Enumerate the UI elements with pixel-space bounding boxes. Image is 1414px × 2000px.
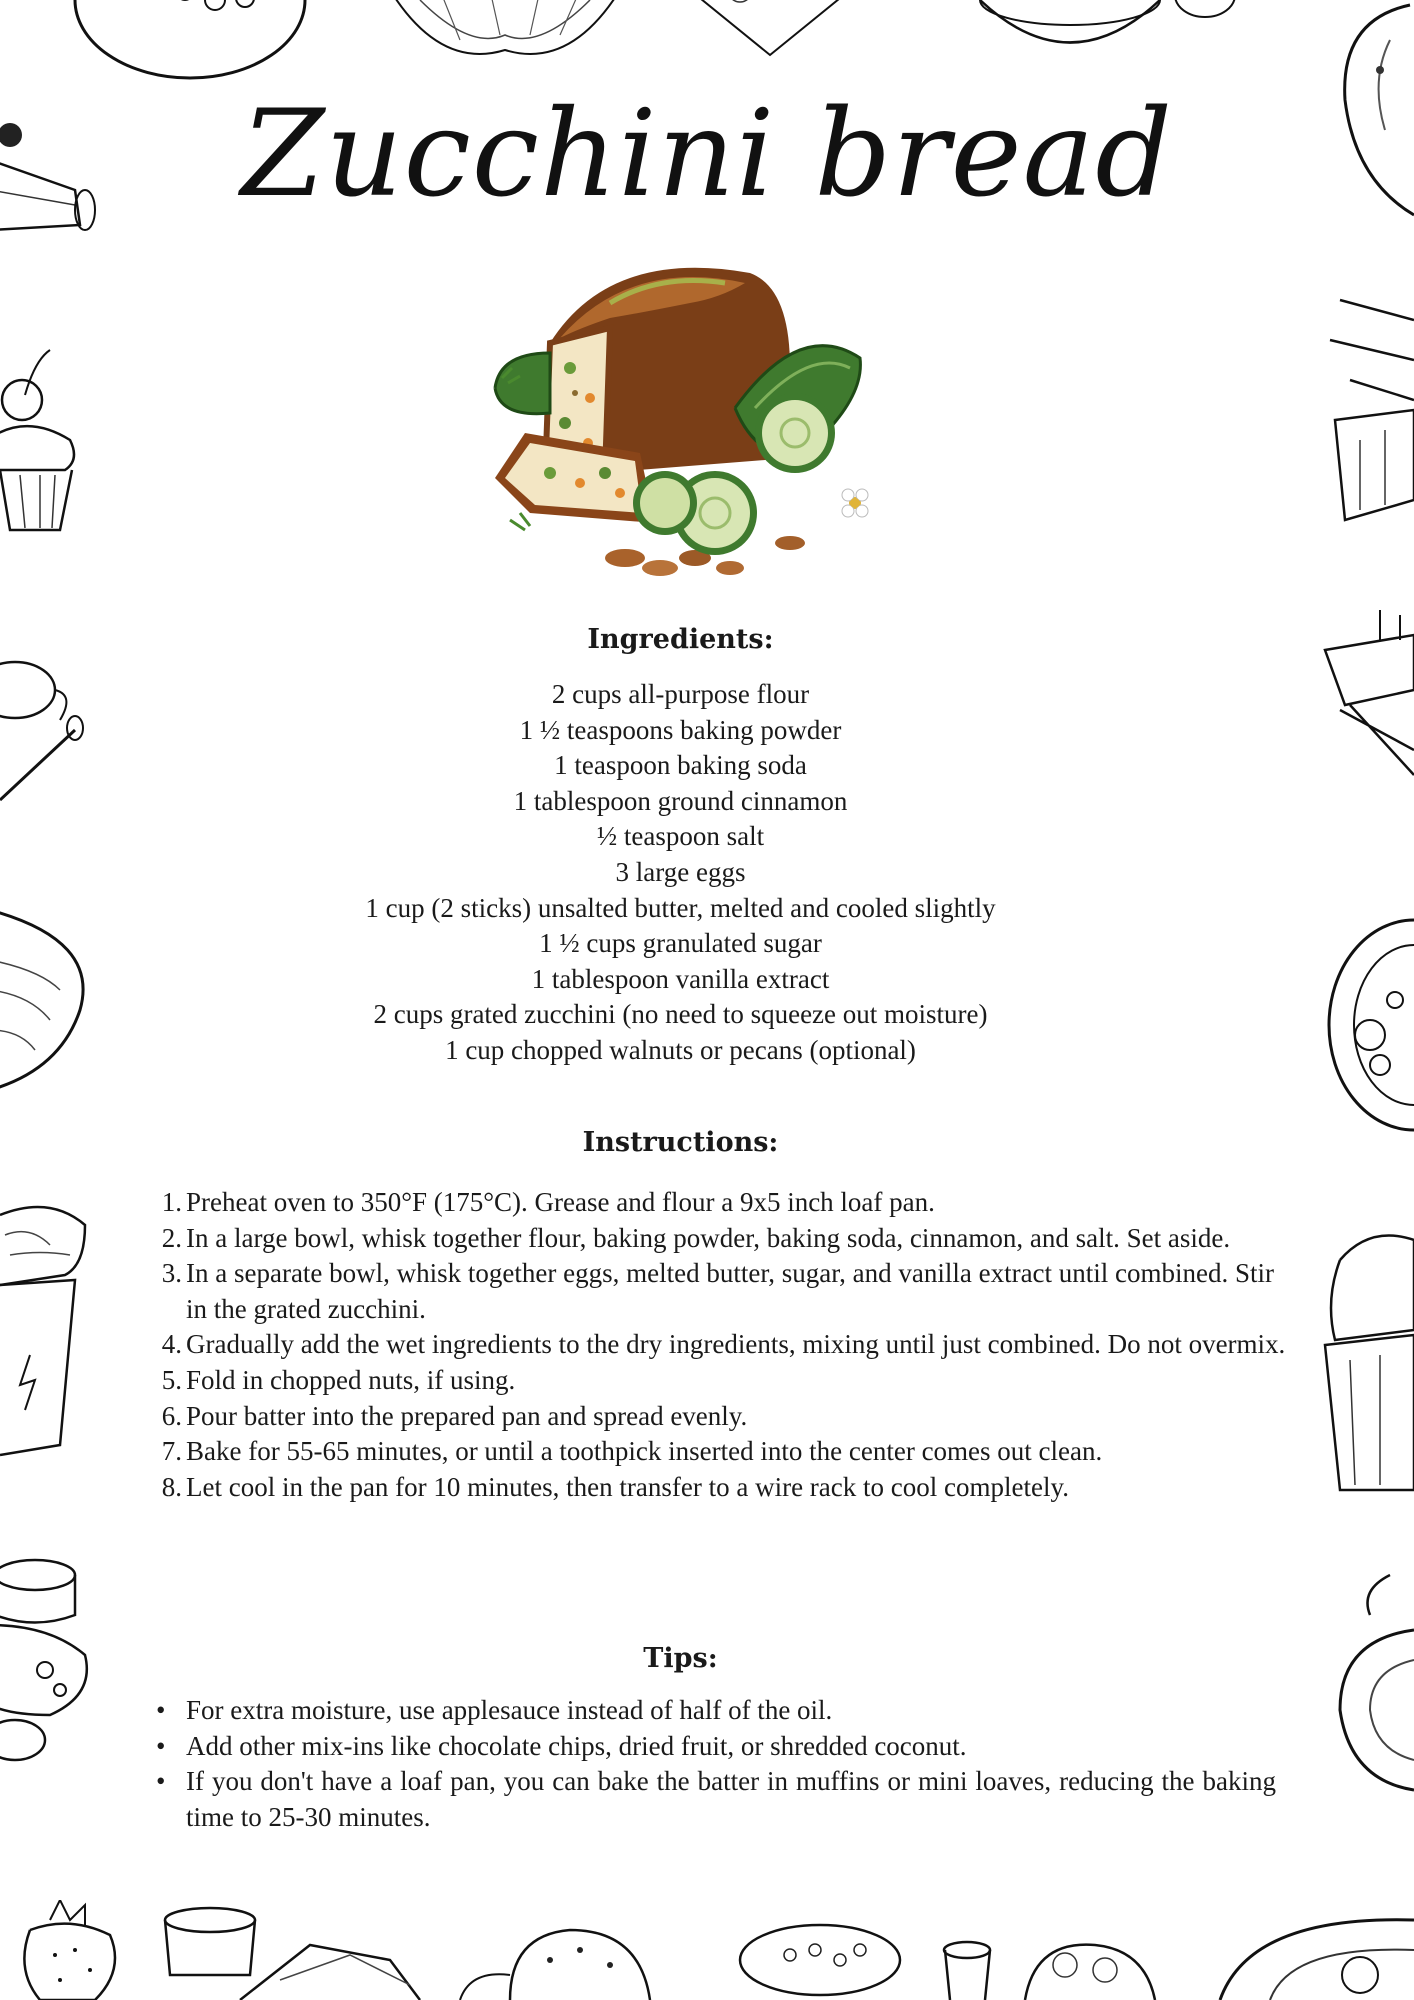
tips-list bbox=[156, 1693, 1276, 1835]
step-number: 5. bbox=[161, 1364, 182, 1395]
instruction-step bbox=[161, 1470, 1286, 1506]
instruction-step bbox=[161, 1327, 1286, 1363]
ingredient-item: ½ teaspoon salt bbox=[596, 821, 765, 852]
ingredient-item: 3 large eggs bbox=[615, 856, 746, 887]
ingredient-item: 1 cup (2 sticks) unsalted butter, melted and cooled slightly bbox=[365, 892, 996, 923]
cupcake-sketch-icon bbox=[0, 340, 90, 540]
strawberry-sketch-icon bbox=[0, 1900, 140, 2000]
step-number: 7. bbox=[161, 1436, 182, 1467]
step-number: 8. bbox=[161, 1471, 182, 1502]
bowl-sketch-icon bbox=[970, 0, 1240, 80]
step-text: In a large bowl, whisk together flour, baking powder, baking soda, cinnamon, and salt. Set aside. bbox=[186, 1222, 1231, 1253]
plate-sketch-icon bbox=[65, 0, 315, 90]
instruction-step bbox=[161, 1221, 1286, 1257]
bullet-icon: • bbox=[156, 1730, 166, 1761]
ingredient-item: 1 ½ teaspoons baking powder bbox=[519, 714, 842, 745]
step-text: In a separate bowl, whisk together eggs, melted butter, sugar, and vanilla extract until combined. Stir in the grated zucchini. bbox=[186, 1258, 1275, 1324]
instruction-step bbox=[161, 1363, 1286, 1399]
ingredient-item: 1 tablespoon ground cinnamon bbox=[513, 785, 848, 816]
ingredient-item: 1 tablespoon vanilla extract bbox=[531, 963, 830, 994]
step-text: Pour batter into the prepared pan and spread evenly. bbox=[186, 1400, 748, 1431]
instructions-heading: Instructions: bbox=[582, 1127, 779, 1158]
ingredient-item: 1 ½ cups granulated sugar bbox=[539, 928, 822, 959]
instruction-step bbox=[161, 1399, 1286, 1435]
cup-dessert-sketch-icon bbox=[1320, 1230, 1414, 1500]
bullet-icon: • bbox=[156, 1766, 166, 1797]
step-number: 2. bbox=[161, 1222, 182, 1253]
sandwich-sketch-icon bbox=[160, 1905, 430, 2000]
tip-item bbox=[156, 1729, 1276, 1765]
instruction-step bbox=[161, 1185, 1286, 1221]
step-text: Fold in chopped nuts, if using. bbox=[186, 1364, 516, 1395]
pie-sketch-icon bbox=[1330, 1570, 1414, 1800]
tip-item bbox=[156, 1693, 1276, 1729]
tip-text: Add other mix-ins like chocolate chips, dried fruit, or shredded coconut. bbox=[186, 1730, 967, 1761]
page-title: Zucchini bread bbox=[240, 85, 1174, 224]
bean-bowl-sketch-icon bbox=[720, 1915, 920, 2000]
tips-heading: Tips: bbox=[643, 1643, 718, 1674]
lettuce-sketch-icon bbox=[380, 0, 630, 80]
platter-sketch-icon bbox=[1210, 1905, 1414, 2000]
ingredient-item: 1 cup chopped walnuts or pecans (optional) bbox=[445, 1034, 916, 1065]
step-text: Bake for 55-65 minutes, or until a toothpick inserted into the center comes out clean. bbox=[186, 1436, 1103, 1467]
wrap-sketch-icon bbox=[0, 1195, 100, 1465]
step-number: 6. bbox=[161, 1400, 182, 1431]
step-number: 3. bbox=[161, 1258, 182, 1289]
dish-sketch-icon bbox=[680, 0, 860, 60]
step-text: Gradually add the wet ingredients to the dry ingredients, mixing until just combined. Do not overmix. bbox=[186, 1329, 1286, 1360]
ingredient-item: 1 teaspoon baking soda bbox=[554, 750, 807, 781]
step-text: Preheat oven to 350°F (175°C). Grease and flour a 9x5 inch loaf pan. bbox=[186, 1187, 935, 1217]
bullet-icon: • bbox=[156, 1695, 166, 1725]
ingredient-item: 2 cups grated zucchini (no need to squeeze out moisture) bbox=[373, 999, 988, 1030]
tip-text: For extra moisture, use applesauce instead of half of the oil. bbox=[186, 1695, 833, 1725]
tip-text: If you don't have a loaf pan, you can bake the batter in muffins or mini loaves, reducing the baking time to 25-30 minutes. bbox=[186, 1766, 1276, 1832]
instruction-step bbox=[161, 1256, 1286, 1327]
step-number: 4. bbox=[161, 1329, 182, 1360]
ingredient-item: 2 cups all-purpose flour bbox=[551, 679, 810, 709]
step-number: 1. bbox=[161, 1187, 182, 1217]
bread-bowl-sketch-icon bbox=[450, 1920, 680, 2000]
tip-item bbox=[156, 1764, 1276, 1835]
ingredients-heading: Ingredients: bbox=[587, 624, 774, 655]
instructions-list bbox=[161, 1185, 1286, 1505]
spring-rolls-sketch-icon bbox=[1320, 280, 1414, 540]
ingredients-list bbox=[0, 677, 1361, 1069]
zucchini-bread-illustration bbox=[490, 258, 880, 588]
drink-and-muffins-sketch-icon bbox=[935, 1920, 1165, 2000]
step-text: Let cool in the pan for 10 minutes, then transfer to a wire rack to cool completely. bbox=[186, 1471, 1069, 1502]
instruction-step bbox=[161, 1434, 1286, 1470]
